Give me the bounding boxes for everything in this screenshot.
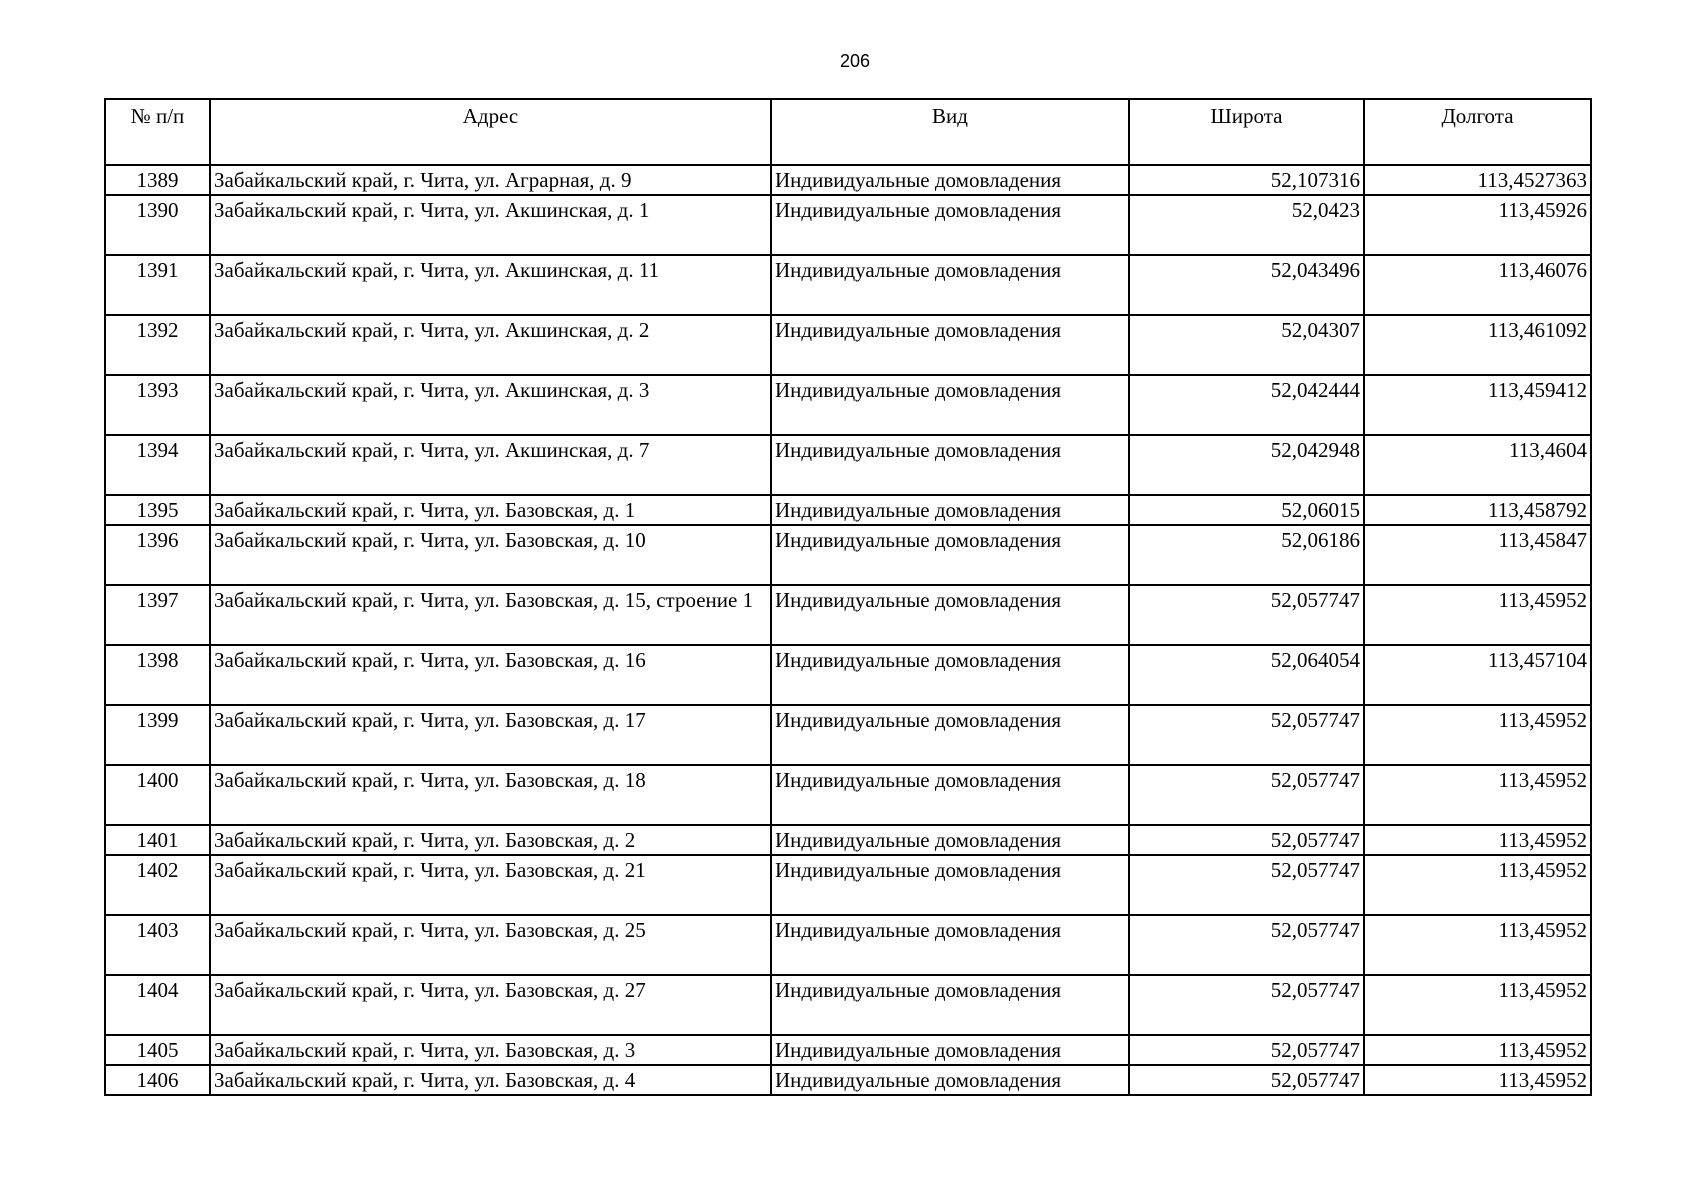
- table-row: [105, 195, 1591, 255]
- table-body: [105, 165, 1591, 1095]
- row-kind: Индивидуальные домовладения: [771, 915, 1129, 975]
- row-latitude: 52,057747: [1129, 915, 1364, 975]
- row-address: Забайкальский край, г. Чита, ул. Базовская, д. 21: [210, 855, 771, 915]
- row-longitude: 113,457104: [1364, 645, 1591, 705]
- row-latitude: 52,057747: [1129, 1035, 1364, 1065]
- row-latitude: 52,04307: [1129, 315, 1364, 375]
- row-kind: Индивидуальные домовладения: [771, 375, 1129, 435]
- row-longitude: 113,45952: [1364, 765, 1591, 825]
- table-row: [105, 645, 1591, 705]
- table-header: [105, 99, 1591, 165]
- table-row: [105, 375, 1591, 435]
- row-longitude: 113,4604: [1364, 435, 1591, 495]
- row-longitude: 113,459412: [1364, 375, 1591, 435]
- header-number: № п/п: [105, 99, 210, 165]
- row-address: Забайкальский край, г. Чита, ул. Базовская, д. 18: [210, 765, 771, 825]
- row-latitude: 52,0423: [1129, 195, 1364, 255]
- row-longitude: 113,45952: [1364, 1065, 1591, 1095]
- row-number: 1390: [105, 195, 210, 255]
- row-kind: Индивидуальные домовладения: [771, 495, 1129, 525]
- row-number: 1399: [105, 705, 210, 765]
- row-number: 1403: [105, 915, 210, 975]
- row-longitude: 113,458792: [1364, 495, 1591, 525]
- row-address: Забайкальский край, г. Чита, ул. Базовская, д. 17: [210, 705, 771, 765]
- row-longitude: 113,45952: [1364, 585, 1591, 645]
- row-number: 1397: [105, 585, 210, 645]
- row-address: Забайкальский край, г. Чита, ул. Акшинская, д. 1: [210, 195, 771, 255]
- table-row: [105, 495, 1591, 525]
- table-row: [105, 915, 1591, 975]
- row-address: Забайкальский край, г. Чита, ул. Базовская, д. 4: [210, 1065, 771, 1095]
- row-kind: Индивидуальные домовладения: [771, 1035, 1129, 1065]
- row-latitude: 52,057747: [1129, 765, 1364, 825]
- row-number: 1404: [105, 975, 210, 1035]
- row-latitude: 52,042948: [1129, 435, 1364, 495]
- header-row: [105, 99, 1591, 165]
- row-number: 1392: [105, 315, 210, 375]
- row-kind: Индивидуальные домовладения: [771, 645, 1129, 705]
- row-kind: Индивидуальные домовладения: [771, 525, 1129, 585]
- row-kind: Индивидуальные домовладения: [771, 855, 1129, 915]
- row-kind: Индивидуальные домовладения: [771, 1065, 1129, 1095]
- row-latitude: 52,042444: [1129, 375, 1364, 435]
- row-longitude: 113,46076: [1364, 255, 1591, 315]
- row-kind: Индивидуальные домовладения: [771, 255, 1129, 315]
- row-number: 1391: [105, 255, 210, 315]
- table-row: [105, 435, 1591, 495]
- row-address: Забайкальский край, г. Чита, ул. Базовская, д. 3: [210, 1035, 771, 1065]
- row-number: 1395: [105, 495, 210, 525]
- row-address: Забайкальский край, г. Чита, ул. Базовская, д. 27: [210, 975, 771, 1035]
- row-longitude: 113,45952: [1364, 855, 1591, 915]
- row-address: Забайкальский край, г. Чита, ул. Базовская, д. 10: [210, 525, 771, 585]
- row-longitude: 113,4527363: [1364, 165, 1591, 195]
- row-kind: Индивидуальные домовладения: [771, 315, 1129, 375]
- table-row: [105, 585, 1591, 645]
- row-address: Забайкальский край, г. Чита, ул. Акшинская, д. 2: [210, 315, 771, 375]
- row-kind: Индивидуальные домовладения: [771, 195, 1129, 255]
- row-number: 1394: [105, 435, 210, 495]
- page-number: 206: [839, 51, 871, 71]
- row-number: 1406: [105, 1065, 210, 1095]
- row-number: 1393: [105, 375, 210, 435]
- row-address: Забайкальский край, г. Чита, ул. Базовская, д. 1: [210, 495, 771, 525]
- table-row: [105, 255, 1591, 315]
- row-kind: Индивидуальные домовладения: [771, 825, 1129, 855]
- row-longitude: 113,45952: [1364, 975, 1591, 1035]
- header-kind: Вид: [771, 99, 1129, 165]
- row-number: 1401: [105, 825, 210, 855]
- row-latitude: 52,057747: [1129, 855, 1364, 915]
- table-row: [105, 1065, 1591, 1095]
- row-address: Забайкальский край, г. Чита, ул. Базовская, д. 16: [210, 645, 771, 705]
- row-number: 1402: [105, 855, 210, 915]
- row-number: 1400: [105, 765, 210, 825]
- row-address: Забайкальский край, г. Чита, ул. Базовская, д. 25: [210, 915, 771, 975]
- table-row: [105, 855, 1591, 915]
- row-latitude: 52,107316: [1129, 165, 1364, 195]
- addresses-table: [104, 98, 1592, 1096]
- table-row: [105, 1035, 1591, 1065]
- row-longitude: 113,45847: [1364, 525, 1591, 585]
- header-longitude: Долгота: [1364, 99, 1591, 165]
- row-address: Забайкальский край, г. Чита, ул. Базовская, д. 2: [210, 825, 771, 855]
- table-row: [105, 765, 1591, 825]
- row-longitude: 113,461092: [1364, 315, 1591, 375]
- row-latitude: 52,057747: [1129, 585, 1364, 645]
- row-kind: Индивидуальные домовладения: [771, 975, 1129, 1035]
- row-number: 1405: [105, 1035, 210, 1065]
- row-address: Забайкальский край, г. Чита, ул. Базовская, д. 15, строение 1: [210, 585, 771, 645]
- row-kind: Индивидуальные домовладения: [771, 705, 1129, 765]
- table-row: [105, 315, 1591, 375]
- header-address: Адрес: [210, 99, 771, 165]
- row-address: Забайкальский край, г. Чита, ул. Акшинская, д. 11: [210, 255, 771, 315]
- row-number: 1389: [105, 165, 210, 195]
- row-latitude: 52,06186: [1129, 525, 1364, 585]
- row-address: Забайкальский край, г. Чита, ул. Аграрная, д. 9: [210, 165, 771, 195]
- row-longitude: 113,45952: [1364, 825, 1591, 855]
- row-kind: Индивидуальные домовладения: [771, 435, 1129, 495]
- row-longitude: 113,45952: [1364, 1035, 1591, 1065]
- table-row: [105, 825, 1591, 855]
- row-latitude: 52,057747: [1129, 825, 1364, 855]
- row-latitude: 52,064054: [1129, 645, 1364, 705]
- row-kind: Индивидуальные домовладения: [771, 765, 1129, 825]
- row-longitude: 113,45926: [1364, 195, 1591, 255]
- row-longitude: 113,45952: [1364, 915, 1591, 975]
- table-row: [105, 705, 1591, 765]
- row-kind: Индивидуальные домовладения: [771, 165, 1129, 195]
- row-latitude: 52,043496: [1129, 255, 1364, 315]
- row-latitude: 52,057747: [1129, 1065, 1364, 1095]
- header-latitude: Широта: [1129, 99, 1364, 165]
- row-number: 1398: [105, 645, 210, 705]
- row-latitude: 52,06015: [1129, 495, 1364, 525]
- row-latitude: 52,057747: [1129, 705, 1364, 765]
- table-row: [105, 165, 1591, 195]
- row-address: Забайкальский край, г. Чита, ул. Акшинская, д. 3: [210, 375, 771, 435]
- row-kind: Индивидуальные домовладения: [771, 585, 1129, 645]
- row-number: 1396: [105, 525, 210, 585]
- row-longitude: 113,45952: [1364, 705, 1591, 765]
- table-row: [105, 975, 1591, 1035]
- table-row: [105, 525, 1591, 585]
- row-latitude: 52,057747: [1129, 975, 1364, 1035]
- row-address: Забайкальский край, г. Чита, ул. Акшинская, д. 7: [210, 435, 771, 495]
